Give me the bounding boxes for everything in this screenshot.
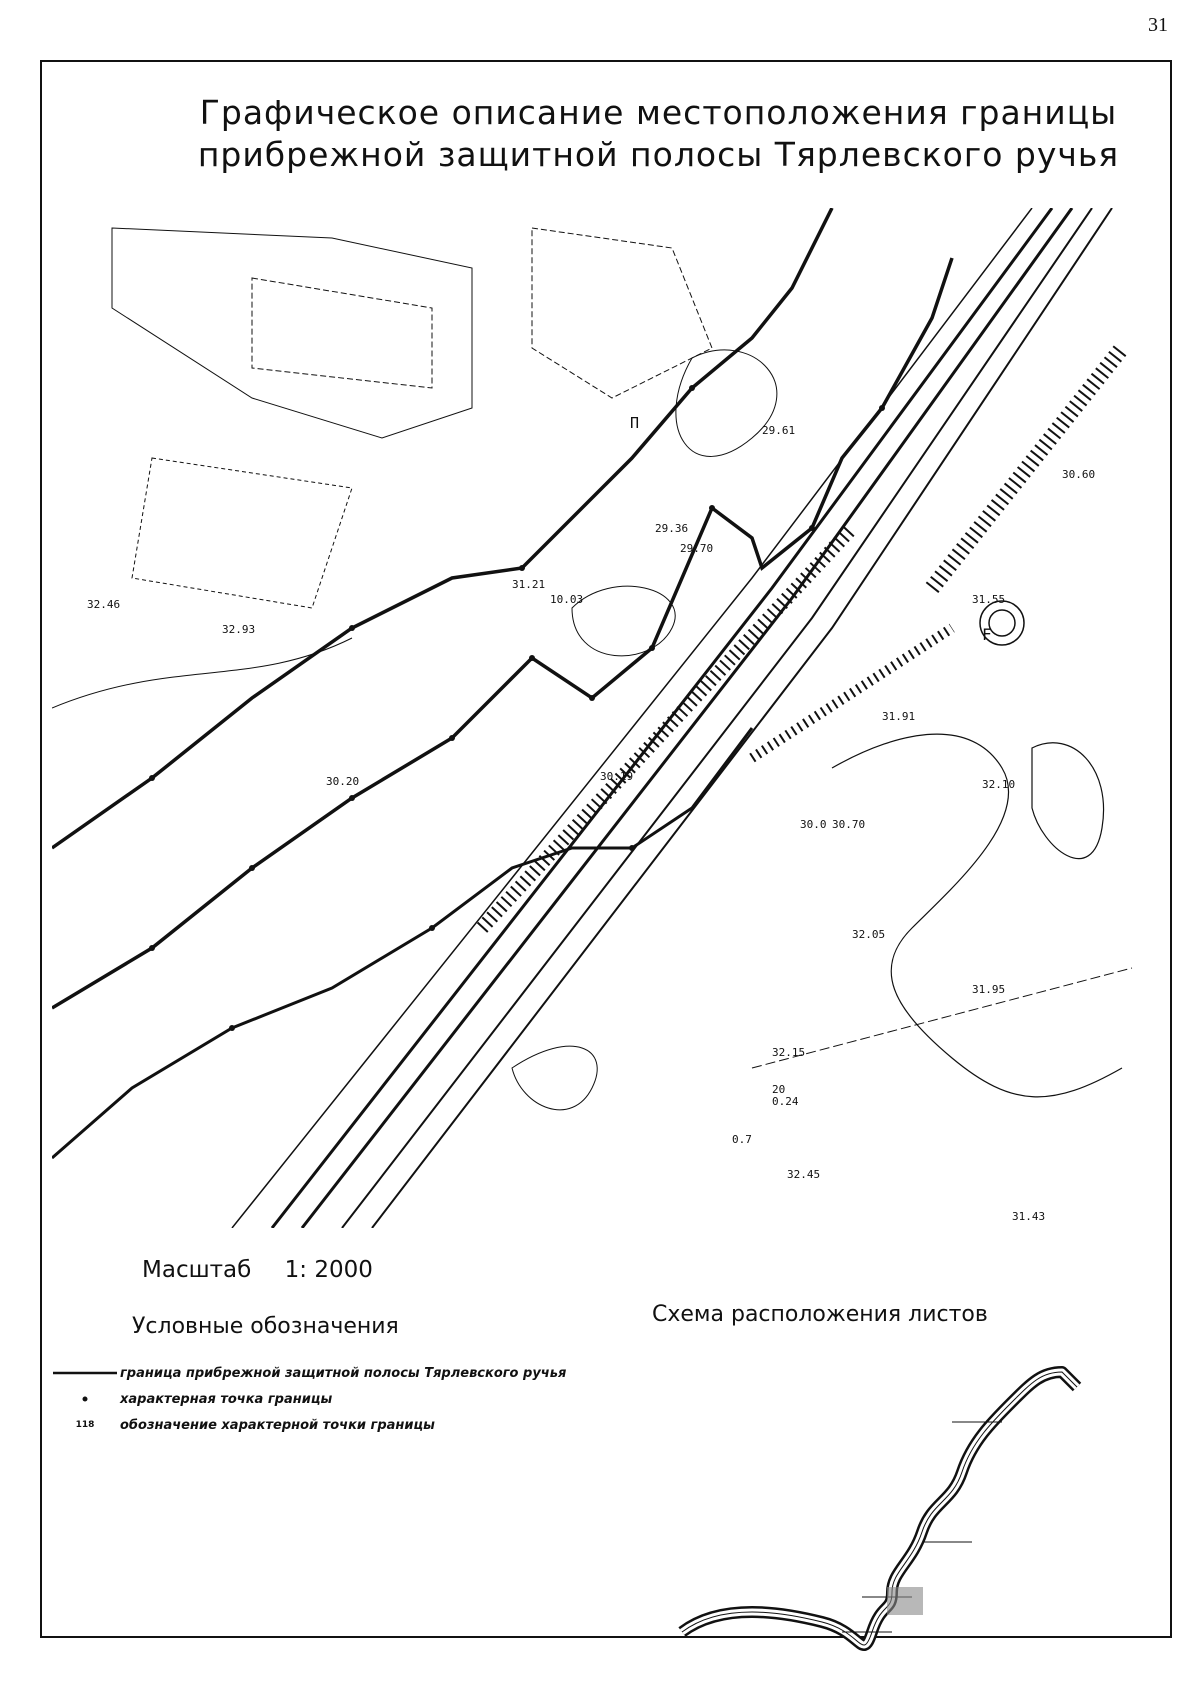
map-label: 30.19 (600, 770, 634, 783)
boundary-point (709, 505, 715, 511)
boundary-point (689, 385, 695, 391)
map-label: 29.36 (655, 522, 689, 535)
stream-centerline (682, 1372, 1077, 1645)
tank-symbol (989, 610, 1015, 636)
map-label: 30.0 (800, 818, 827, 831)
legend-item (50, 1412, 670, 1438)
current-sheet-highlight (887, 1587, 923, 1615)
legend-title: Условные обозначения (132, 1314, 399, 1339)
point-label-icon (50, 1420, 120, 1430)
legend-item-label: характерная точка границы (120, 1391, 333, 1407)
map-label: 31.55 (972, 593, 1006, 606)
contour-line (1032, 743, 1104, 859)
protection-zone-boundary (52, 208, 832, 848)
legend-item-label: граница прибрежной защитной полосы Тярлевского ручья (120, 1365, 567, 1381)
title-line-2: прибрежной защитной полосы Тярлевского ручья (197, 135, 1120, 174)
boundary-point (649, 645, 655, 651)
boundary-point (529, 655, 535, 661)
map-label: 30.70 (832, 818, 866, 831)
map-label: 29.61 (762, 424, 796, 437)
map-label: П (630, 414, 640, 432)
scale-value: 1: 2000 (284, 1257, 373, 1283)
line-icon (50, 1370, 120, 1376)
contour-line (52, 638, 352, 708)
map-label: 31.21 (512, 578, 546, 591)
dot-icon (50, 1395, 120, 1403)
boundary-point (519, 565, 525, 571)
legend (50, 1360, 670, 1438)
road-line (372, 208, 1112, 1228)
boundary-point (149, 945, 155, 951)
legend-item-label: обозначение характерной точки границы (120, 1417, 435, 1433)
stream-outline (682, 1372, 1077, 1645)
map-label: 30.60 (1062, 468, 1096, 481)
map-label: 31.91 (882, 710, 916, 723)
boundary-point (629, 845, 635, 851)
map-label: 32.15 (772, 1046, 806, 1059)
boundary-point (809, 525, 815, 531)
map-label: 30.20 (326, 775, 360, 788)
boundary-point (879, 405, 885, 411)
contour-line (572, 586, 675, 656)
map-label: 31.95 (972, 983, 1006, 996)
title-line-1: Графическое описание местоположения границы (199, 93, 1118, 132)
map-scale (142, 1257, 399, 1283)
land-parcel-outline (112, 228, 472, 438)
land-parcel-outline (132, 458, 352, 608)
map-label: 29.70 (680, 542, 714, 555)
map-sheet-frame (40, 60, 1172, 1638)
contour-line (832, 734, 1122, 1097)
map-label: 32.45 (787, 1168, 821, 1181)
map-title (42, 92, 1170, 176)
road-line (342, 208, 1092, 1228)
boundary-point (229, 1025, 235, 1031)
railway-line (302, 208, 1072, 1228)
map-label: 32.46 (87, 598, 121, 611)
map-label: F (982, 625, 992, 644)
boundary-point (589, 695, 595, 701)
page-number: 31 (1148, 14, 1168, 36)
contour-line (512, 1046, 597, 1110)
map-label: 0.24 (772, 1095, 799, 1108)
boundary-point (349, 625, 355, 631)
map-label: 10.03 (550, 593, 584, 606)
boundary-point (249, 865, 255, 871)
map-label: 20 (772, 1083, 786, 1096)
contour-line (676, 350, 777, 456)
boundary-point (349, 795, 355, 801)
map-label: 32.05 (852, 928, 886, 941)
boundary-point (429, 925, 435, 931)
map-label: 0.7 (732, 1133, 752, 1146)
land-parcel-outline (252, 278, 432, 388)
boundary-point (149, 775, 155, 781)
sheet-layout-diagram (662, 1362, 1162, 1692)
stream-outline (682, 1372, 1077, 1645)
point-label-sample: 118 (75, 1420, 95, 1430)
boundary-point (449, 735, 455, 741)
protection-zone-boundary (52, 258, 952, 1008)
map-label: 32.93 (222, 623, 256, 636)
railway-line (272, 208, 1052, 1228)
map-label: 31.43 (1012, 1210, 1046, 1223)
sheet-layout-title: Схема расположения листов (652, 1302, 988, 1327)
map-label: 32.10 (982, 778, 1016, 791)
contour-line (752, 968, 1132, 1068)
scale-label: Масштаб (142, 1257, 252, 1283)
topographic-map (52, 208, 1152, 1228)
legend-item (50, 1386, 670, 1412)
legend-item (50, 1360, 670, 1386)
